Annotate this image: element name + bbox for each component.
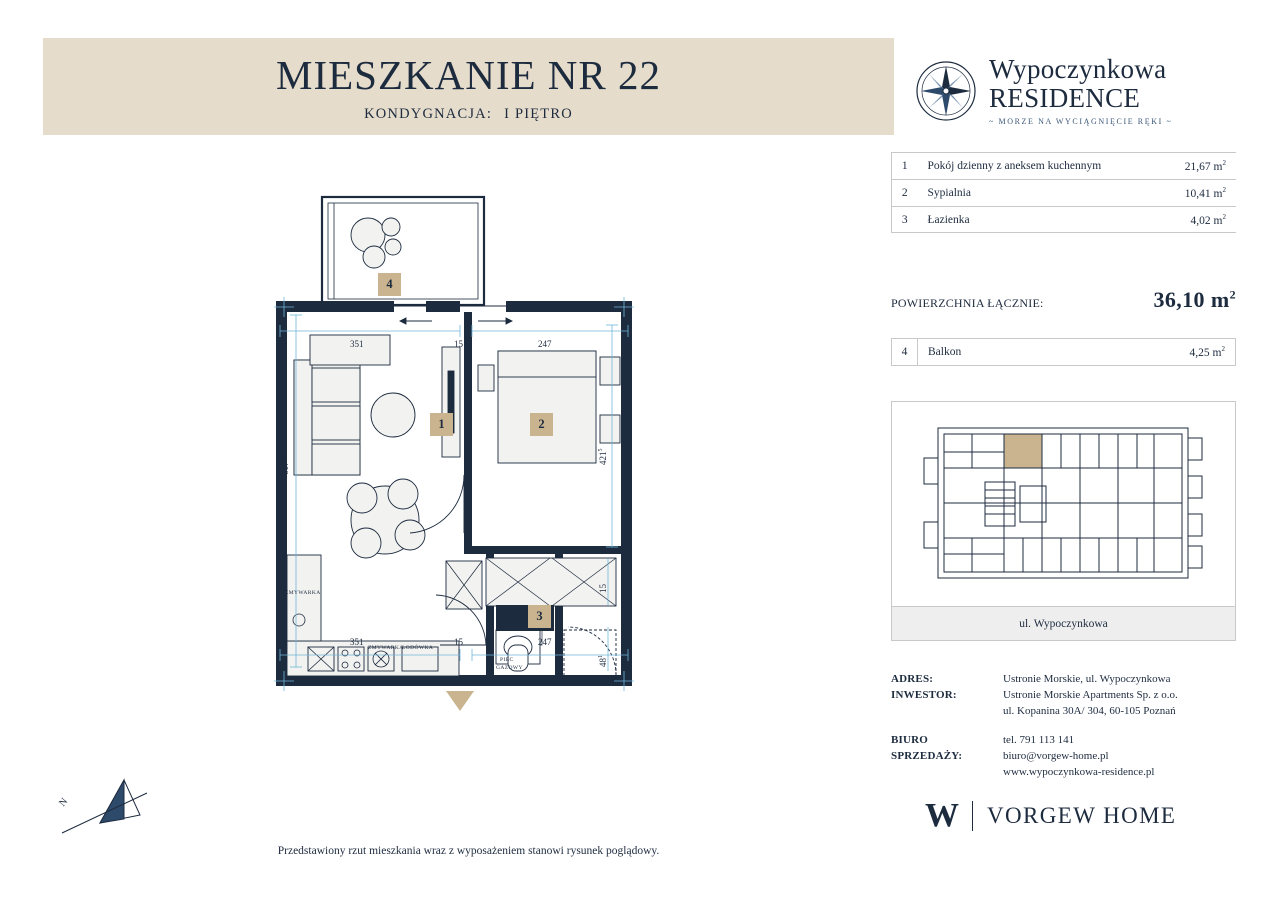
dim-inner-bottom-right: $48^1$ xyxy=(598,655,608,667)
room-area: 10,41 $m^2$ xyxy=(1146,179,1236,206)
floor-subtitle xyxy=(364,106,573,123)
table-row xyxy=(892,206,1237,233)
dim-bottom-right: 247 xyxy=(538,637,552,647)
balcony-area-table xyxy=(891,338,1236,366)
address-value: Ustronie Morskie, ul. Wypoczynkowa xyxy=(1003,673,1171,685)
label-boiler-2: GAZOWY xyxy=(496,665,523,671)
office-label-1: BIURO xyxy=(891,733,929,746)
office-row xyxy=(891,733,1241,781)
table-row xyxy=(892,153,1237,180)
address-row xyxy=(891,672,1241,688)
dim-top-mid: 15 xyxy=(454,339,463,349)
office-label-2: SPRZEDAŻY: xyxy=(891,749,963,762)
room-index: 1 xyxy=(892,153,918,180)
disclaimer-text: Przedstawiony rzut mieszkania wraz z wyposażeniem stanowi rysunek poglądowy. xyxy=(277,845,660,857)
title-banner xyxy=(43,38,894,135)
developer-name: VORGEW HOME xyxy=(987,803,1177,828)
dim-left-vertical: $617^5$ xyxy=(280,458,290,475)
room-area-table xyxy=(891,152,1236,233)
keyplan-street-label: ul. Wypoczynkowa xyxy=(892,606,1235,640)
total-area-value: 36,10 $m^2$ xyxy=(1153,287,1236,312)
dim-top-left: 351 xyxy=(350,339,364,349)
investor-label: INWESTOR: xyxy=(891,688,957,701)
floorplan-drawing xyxy=(250,175,680,745)
total-area-label: POWIERZCHNIA ŁĄCZNIE: xyxy=(891,296,1044,310)
apartment-floorplan xyxy=(250,175,680,745)
label-boiler-1: PIEC xyxy=(500,657,514,663)
page-title: MIESZKANIE NR 22 xyxy=(276,51,661,98)
room-area: 21,67 $m^2$ xyxy=(1146,153,1236,180)
label-fridge: LODÓWKA xyxy=(402,645,434,651)
room-badge-3: 3 xyxy=(528,605,551,628)
office-website[interactable]: www.wypoczynkowa-residence.pl xyxy=(1003,765,1155,778)
dim-top-right: 247 xyxy=(538,339,552,349)
label-washer: ZMYWARKA xyxy=(368,645,404,651)
contact-info xyxy=(891,672,1241,781)
balcony-name: Balkon xyxy=(918,339,1146,366)
developer-mark: W xyxy=(925,797,958,834)
table-row xyxy=(892,179,1237,206)
room-badge-4: 4 xyxy=(378,273,401,296)
room-badge-2: 2 xyxy=(530,413,553,436)
compass-north-label: N xyxy=(57,796,71,809)
logo-line-1: Wypoczynkowa xyxy=(989,54,1167,85)
investor-value-1: Ustronie Morskie Apartments Sp. z o.o. xyxy=(1003,688,1178,701)
room-area: 4,02 $m^2$ xyxy=(1146,206,1236,233)
investor-value-2: ul. Kopanina 30A/ 304, 60-105 Poznań xyxy=(1003,704,1176,717)
total-area-row xyxy=(891,287,1236,313)
room-index: 2 xyxy=(892,179,918,206)
dim-bottom-left: 351 xyxy=(350,637,364,647)
office-email[interactable]: biuro@vorgew-home.pl xyxy=(1003,749,1109,762)
dim-inner-right-vertical: 15 xyxy=(598,584,608,593)
dim-right-vertical: $421^5$ xyxy=(598,448,608,465)
room-badge-1: 1 xyxy=(430,413,453,436)
compass-rose-icon xyxy=(915,60,977,122)
floor-label: KONDYGNACJA: xyxy=(364,105,493,122)
label-dishwasher-left: ZMYWARKA xyxy=(285,590,321,596)
logo-tagline: ~ MORZE NA WYCIĄGNIĘCIE RĘKI ~ xyxy=(989,116,1173,126)
room-index: 3 xyxy=(892,206,918,233)
office-phone: tel. 791 113 141 xyxy=(1003,733,1075,746)
room-name: Sypialnia xyxy=(918,179,1147,206)
table-row xyxy=(892,339,1236,366)
highlighted-apartment xyxy=(1004,434,1042,468)
keyplan-drawing xyxy=(892,402,1235,607)
logo-line-2: RESIDENCE xyxy=(989,82,1141,113)
balcony-index: 4 xyxy=(892,339,918,366)
divider xyxy=(972,801,973,831)
dim-bottom-mid: 15 xyxy=(454,637,463,647)
balcony-area: 4,25 $m^2$ xyxy=(1146,339,1236,366)
north-compass-icon xyxy=(52,775,162,845)
investor-row xyxy=(891,688,1241,720)
brand-logo xyxy=(915,48,1245,133)
room-name: Pokój dzienny z aneksem kuchennym xyxy=(918,153,1147,180)
room-name: Łazienka xyxy=(918,206,1147,233)
floor-value: I PIĘTRO xyxy=(504,105,573,122)
address-label: ADRES: xyxy=(891,673,934,685)
building-keyplan xyxy=(891,401,1236,641)
developer-logo xyxy=(925,793,1225,839)
